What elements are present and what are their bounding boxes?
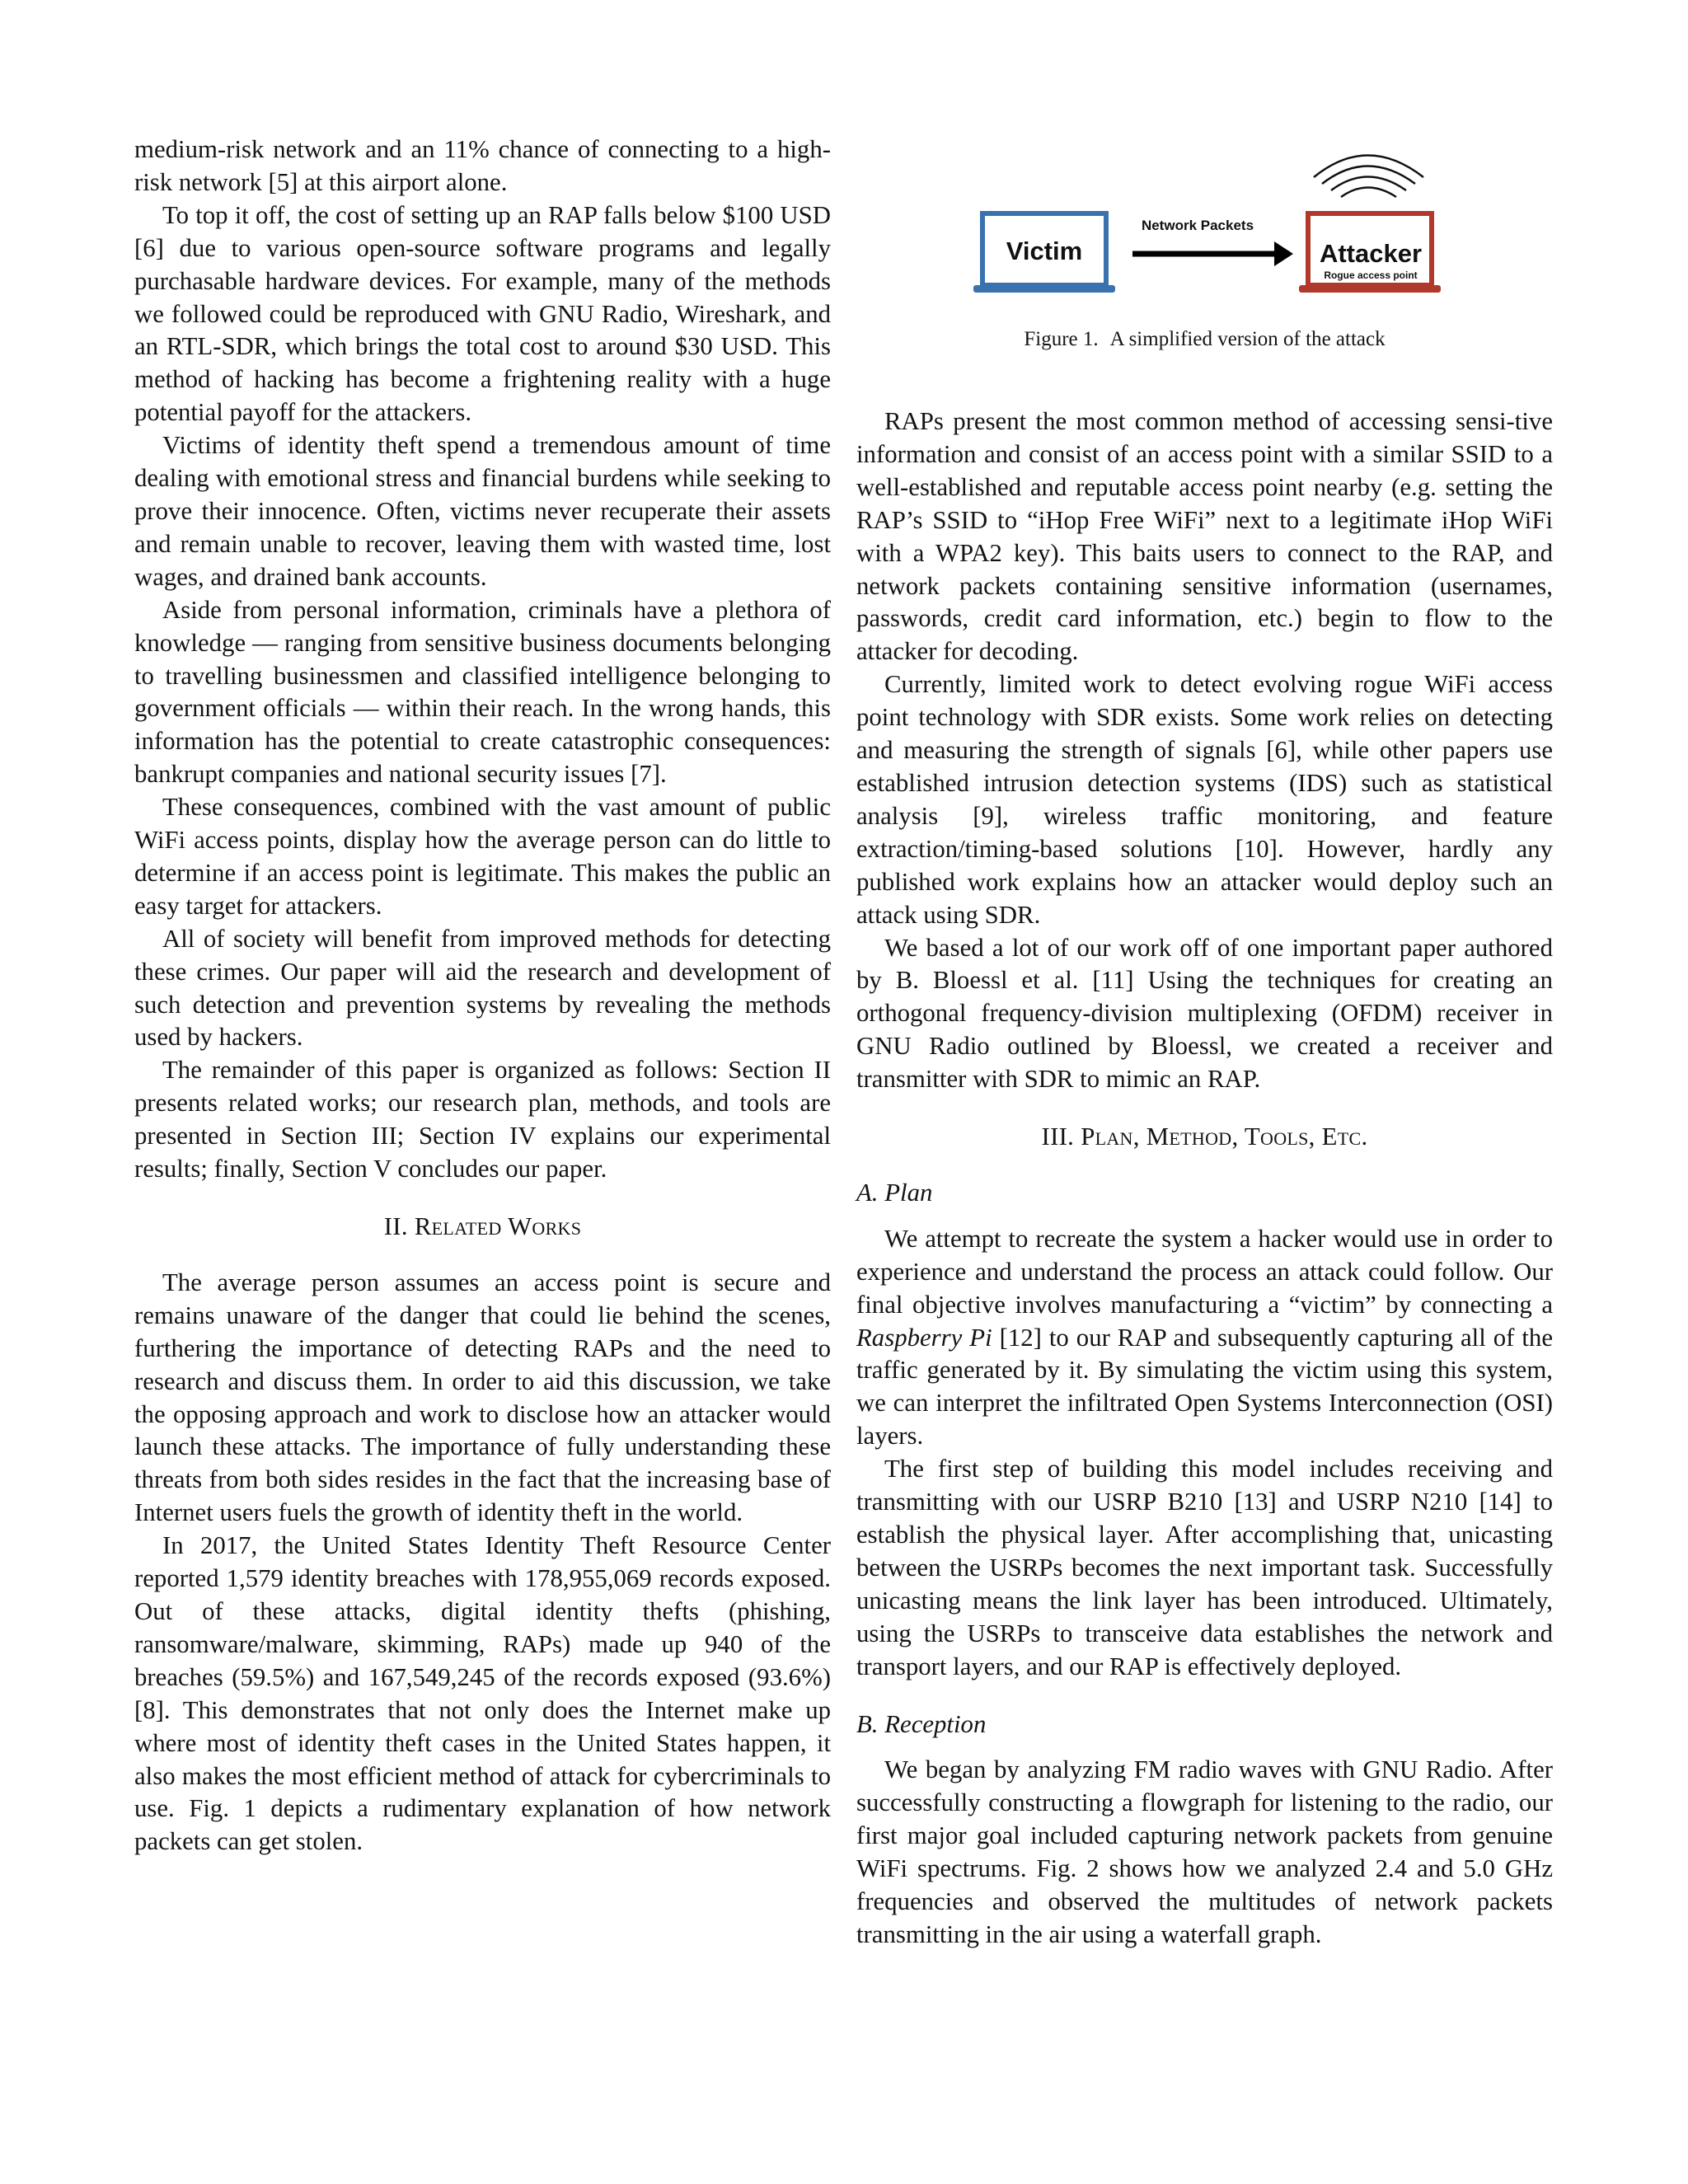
reception-paragraph: We began by analyzing FM radio waves with GNU Radio. After successfully constructing a flowgraph for listening to the radio, our first major goal included capturing network packets from genuine WiFi spectrums. Fig. 2 shows how we analyzed 2.4 and 5.0 GHz frequencies and observed the multitudes of network packets transmitting in the air using a waterfall graph. (856, 1755, 1553, 1948)
arrow-label: Network Packets (1141, 218, 1254, 233)
intro-paragraph-cost: To top it off, the cost of setting up an RAP falls below $100 USD [6] due to various open-source software programs and legally purchasable hardware devices. For example, many of the methods we followed could be reproduced with GNU Radio, Wireshark, and an RTL-SDR, which brings the total cost to around $30 USD. This method of hacking has become a frightening reality with a huge potential payoff for the attackers. (134, 200, 831, 427)
plan-text-italic: Raspberry Pi (856, 1323, 992, 1352)
section-title: Related Works (414, 1212, 582, 1240)
raps-paragraph: RAPs present the most common method of accessing sensi-tive information and consist of an access point with a similar SSID to a well-established and reputable access point nearby (e.g. setting the RAP’s SSID to “iHop Free WiFi” next to a legitimate iHop WiFi with a WPA2 key). This baits users to connect to the RAP, and network packets containing sensitive information (usernames, passwords, credit card information, etc.) begin to flow to the attacker for decoding. (856, 407, 1553, 666)
network-packets-arrow (1132, 218, 1293, 266)
figure-caption-prefix: Figure 1. (1024, 328, 1099, 350)
intro-paragraph-victims: Victims of identity theft spend a tremendous amount of time dealing with emotional stress and financial burdens while seeking to prove their innocence. Often, victims never recuperate their assets and remain unable to recover, leaving them with wasted time, lost wages, and drained bank accounts. (134, 431, 831, 591)
related-paragraph-statistics: In 2017, the United States Identity Theft Resource Center reported 1,579 identity breaches with 178,955,069 records exposed. Out of these attacks, digital identity thefts (phishing, ransomware/malware, skimming, RAPs) made up 940 of the breaches (59.5%) and 167,549,245 of the records exposed (93.6%) [8]. This demonstrates that not only does the Internet make up where most of identity theft cases in the United States happen, it also makes the most efficient method of attack for cybercriminals to use. Fig. 1 depicts a rudimentary explanation of how network packets can get stolen. (134, 1531, 831, 1856)
attacker-label: Attacker (1319, 239, 1423, 268)
intro-paragraph-society: All of society will benefit from improved methods for detecting these crimes. Our paper will aid the research and development of such detection and prevention systems by revealing the methods used by hackers. (134, 924, 831, 1052)
section-number: III. (1041, 1122, 1075, 1151)
intro-paragraph-knowledge: Aside from personal information, criminals have a plethora of knowledge — ranging from sensitive business documents belonging to travelling businessmen and classified intelligence belonging to government officials — within their reach. In the wrong hands, this information has the potential to create catastrophic consequences: bankrupt companies and national security issues [7]. (134, 595, 831, 789)
plan-text-after: [12] to our RAP and subsequently capturing all of the traffic generated by it. By simulating the victim using this system, we can interpret the infiltrated Open Systems Interconnection (OSI) layers. (856, 1323, 1553, 1451)
subsection-heading-plan: A. Plan (856, 1178, 933, 1207)
section-heading-plan-method (856, 1121, 1553, 1154)
right-column (856, 134, 1553, 1952)
left-column (134, 134, 831, 1858)
current-work-paragraph: Currently, limited work to detect evolving rogue WiFi access point technology with SDR exists. Some work relies on detecting and measuring the strength of signals [6], while other papers use established intrusion detection systems (IDS) such as statistical analysis [9], wireless traffic monitoring, and feature extraction/timing-based solutions [10]. However, hardly any published work explains how an attacker would deploy such an attack using SDR. (856, 670, 1553, 929)
section-heading-related-works (134, 1211, 831, 1244)
related-paragraph-average-person: The average person assumes an access point is secure and remains unaware of the danger that could lie behind the scenes, furthering the importance of detecting RAPs and the need to research and discuss them. In order to aid this discussion, we take the opposing approach and work to disclose how an attacker would launch these attacks. The importance of fully understanding these threats from both sides resides in the fact that the increasing base of Internet users fuels the growth of identity theft in the world. (134, 1268, 831, 1527)
plan-text-before: We attempt to recreate the system a hacker would use in order to experience and understand the process an attack could follow. Our final objective involves manufacturing a “victim” by connecting a (856, 1224, 1553, 1319)
intro-paragraph-consequences: These consequences, combined with the vast amount of public WiFi access points, display how the average person can do little to determine if an access point is legitimate. This makes the public an easy target for attackers. (134, 793, 831, 920)
plan-paragraph-first-step: The first step of building this model includes receiving and transmitting with our USRP B210 [13] and USRP N210 [14] to establish the physical layer. After accomplishing that, unicasting between the USRPs becomes the next important task. Successfully unicasting means the link layer has been introduced. Ultimately, using the USRPs to transceive data establishes the network and transport layers, and our RAP is effectively deployed. (856, 1455, 1553, 1680)
attack-diagram (856, 134, 1553, 323)
section-number: II. (383, 1212, 408, 1240)
victim-label: Victim (1006, 237, 1083, 265)
figure-caption-text: A simplified version of the attack (1109, 328, 1386, 350)
victim-laptop-icon (973, 213, 1115, 293)
intro-paragraph-continued: medium-risk network and an 11% chance of connecting to a high-risk network [5] at this airport alone. (134, 135, 831, 196)
section-title: Plan, Method, Tools, Etc. (1081, 1122, 1368, 1151)
intro-paragraph-organization: The remainder of this paper is organized as follows: Section II presents related works; our research plan, methods, and tools are presented in Section III; Section IV explains our experimental results; finally, Section V concludes our paper. (134, 1056, 831, 1183)
attacker-sublabel: Rogue access point (1324, 269, 1418, 281)
plan-paragraph-objective (856, 1223, 1553, 1453)
bloessl-paragraph: We based a lot of our work off of one important paper authored by B. Bloessl et al. [11] Using the techniques for creating an orthogonal frequency-division multiplexing (OFDM) receiver in GNU Radio outlined by Bloessl, we created a receiver and transmitter with SDR to mimic an RAP. (856, 933, 1553, 1094)
figure-1 (856, 134, 1553, 405)
figure-caption (856, 327, 1553, 352)
wifi-signal-icon (1314, 156, 1423, 198)
attacker-laptop-icon (1299, 213, 1441, 293)
subsection-heading-reception: B. Reception (856, 1709, 987, 1738)
